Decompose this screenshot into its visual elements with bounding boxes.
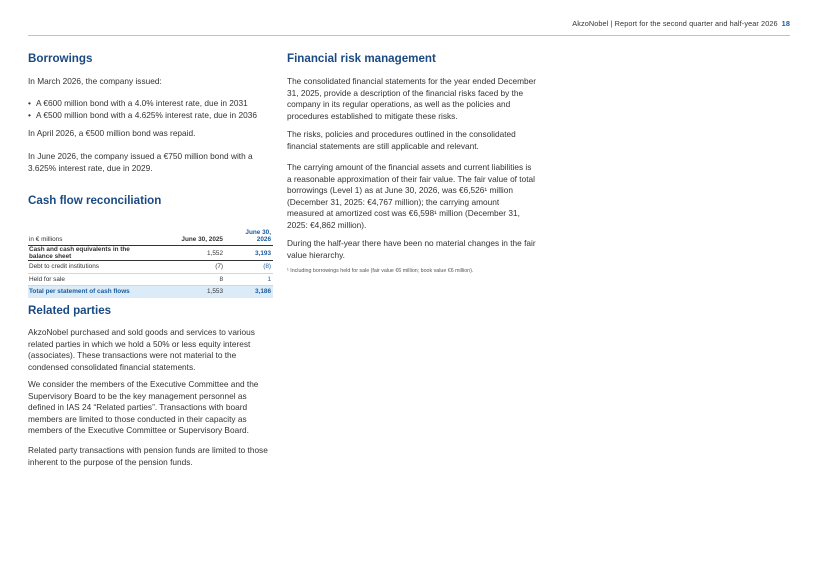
table-row [28, 273, 273, 286]
related-parties-heading: Related parties [28, 304, 112, 317]
row-value-2025: 8 [151, 273, 225, 286]
table-row [28, 261, 273, 274]
related-parties-para-3: Related party transactions with pension funds are limited to those inherent to the purpose of the pension funds. [28, 445, 268, 467]
col-header-2026-line1: June 30, [245, 229, 271, 236]
financial-risk-para-4: During the half-year there have been no material changes in the fair value hierarchy. [287, 238, 536, 260]
row-value-2026: 3,186 [225, 286, 273, 298]
report-title: AkzoNobel | Report for the second quarter and half-year 2026 [572, 19, 778, 28]
row-value-2025: 1,553 [151, 286, 225, 298]
row-value-2026: 1 [225, 273, 273, 286]
row-label: Cash and cash equivalents in the balance sheet [28, 246, 151, 261]
financial-risk-para-1: The consolidated financial statements for the year ended December 31, 2025, provide a description of the financial risks faced by the company in its regular operations, as well as the policies and procedures established to mitigate these risks. [287, 76, 537, 121]
borrowings-intro: In March 2026, the company issued: [28, 76, 162, 86]
related-parties-para-2: We consider the members of the Executive Committee and the Supervisory Board to be the key management personnel as defined in IAS 24 “Related parties”. Transactions with board members are limited to those conducted in their capacity as members of the Executive Committee or Supervisory Board. [28, 379, 259, 435]
unit-label: in € millions [28, 217, 151, 246]
row-value-2026: 3,193 [225, 246, 273, 261]
borrowings-june-text: In June 2026, the company issued a €750 million bond with a 3.625% interest rate, due in 2029. [28, 151, 253, 173]
row-value-2025: 1,552 [151, 246, 225, 261]
row-label: Held for sale [28, 273, 151, 286]
table-row [28, 246, 273, 261]
page-header [572, 19, 790, 28]
table-header-row [28, 217, 273, 246]
borrowings-repaid-text: In April 2026, a €500 million bond was repaid. [28, 128, 196, 138]
borrowings-heading: Borrowings [28, 52, 93, 65]
row-value-2025: (7) [151, 261, 225, 274]
cash-flow-heading: Cash flow reconciliation [28, 194, 162, 207]
list-item: • A €600 million bond with a 4.0% interest rate, due in 2031 [28, 98, 273, 110]
col-header-2026 [225, 217, 273, 246]
row-label: Total per statement of cash flows [28, 286, 151, 298]
page-number: 18 [781, 19, 790, 28]
borrowings-bond-list [28, 98, 273, 121]
col-header-2025: June 30, 2025 [151, 217, 225, 246]
list-item: • A €500 million bond with a 4.625% interest rate, due in 2036 [28, 110, 273, 122]
row-label: Debt to credit institutions [28, 261, 151, 274]
table-total-row [28, 286, 273, 298]
related-parties-para-1: AkzoNobel purchased and sold goods and services to various related parties in which we hold a 50% or less equity interest (associates). These transactions were not material to the condensed consolidated financial statements. [28, 327, 255, 372]
cash-flow-table [28, 217, 273, 298]
header-divider [28, 35, 790, 36]
financial-risk-heading: Financial risk management [287, 52, 436, 65]
row-value-2026: (8) [225, 261, 273, 274]
footnote: ¹ Including borrowings held for sale (fair value €6 million; book value €6 million). [287, 268, 474, 274]
financial-risk-para-3: The carrying amount of the financial assets and current liabilities is a reasonable approximation of their fair value. The fair value of total borrowings (Level 1) as at June 30, 2026, was €6,526¹ million (December 31, 2025: €4,767 million); the carrying amount measured at amortized cost was €6,598¹ million (December 31, 2025: €4,862 million). [287, 162, 535, 230]
financial-risk-para-2: The risks, policies and procedures outlined in the consolidated financial statements are still applicable and relevant. [287, 129, 516, 151]
col-header-2026-line2: 2026 [256, 236, 271, 243]
